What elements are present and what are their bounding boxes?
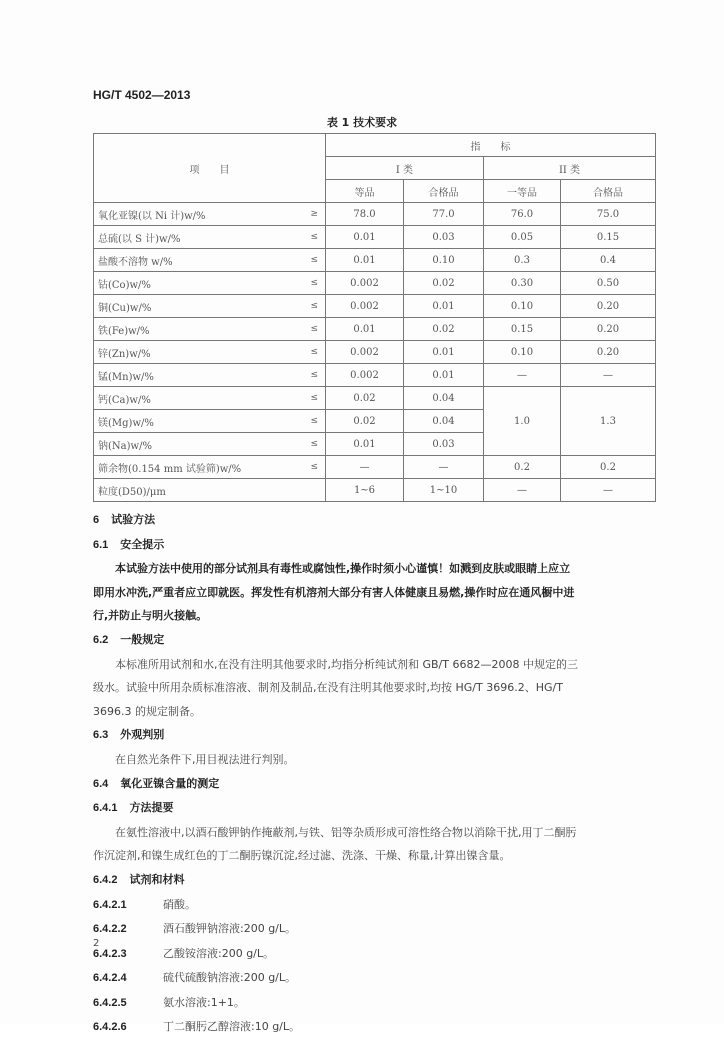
- table-row: [94, 456, 656, 479]
- value-cell: 77.0: [404, 203, 484, 226]
- value-cell: 0.15: [561, 226, 656, 249]
- header-grade: 合格品: [561, 180, 656, 203]
- value-cell: 0.3: [484, 249, 561, 272]
- value-cell: 0.20: [561, 295, 656, 318]
- standard-code: HG/T 4502—2013: [93, 88, 191, 102]
- value-cell: 0.01: [326, 433, 404, 456]
- row-limit-symbol: ≤: [304, 364, 326, 387]
- row-limit-symbol: ≤: [304, 456, 326, 479]
- item-text: 硝酸。: [163, 897, 196, 911]
- section-heading: [93, 868, 653, 893]
- header-grade: 一等品: [484, 180, 561, 203]
- value-cell: 0.04: [404, 410, 484, 433]
- table-row: [94, 318, 656, 341]
- value-cell: 0.15: [484, 318, 561, 341]
- row-limit-symbol: ≤: [304, 318, 326, 341]
- page-number: 2: [93, 938, 100, 949]
- row-limit-symbol: ≤: [304, 387, 326, 410]
- header-item: 项 目: [94, 134, 326, 203]
- section-heading: [93, 772, 653, 797]
- value-cell: 0.04: [404, 387, 484, 410]
- row-limit-symbol: ≤: [304, 272, 326, 295]
- reagent-item: [93, 893, 653, 918]
- section-number: 6.4: [93, 777, 109, 790]
- section-number: 6.4.2: [93, 873, 118, 886]
- section-heading: [93, 508, 653, 533]
- value-cell-merged: 1.0: [484, 387, 561, 456]
- technical-requirements-table: [93, 133, 656, 502]
- value-cell: 0.02: [404, 272, 484, 295]
- reagent-item: [93, 991, 653, 1016]
- value-cell: 0.002: [326, 364, 404, 387]
- value-cell: 0.20: [561, 318, 656, 341]
- value-cell: 0.002: [326, 341, 404, 364]
- value-cell: 0.2: [561, 456, 656, 479]
- table-row: [94, 203, 656, 226]
- row-item: 粒度(D50)/μm: [94, 479, 326, 502]
- section-body: [93, 508, 653, 1040]
- value-cell: —: [484, 364, 561, 387]
- item-number: 6.4.2.4: [93, 972, 127, 985]
- paragraph-line: 本标准所用试剂和水,在没有注明其他要求时,均指分析纯试剂和 GB/T 6682—2008 中规定的三: [115, 657, 578, 671]
- item-text: 乙酸铵溶液:200 g/L。: [163, 946, 275, 960]
- value-cell: 0.02: [326, 387, 404, 410]
- row-item: 锌(Zn)w/%: [94, 341, 304, 364]
- table-row: [94, 479, 656, 502]
- row-item: 钴(Co)w/%: [94, 272, 304, 295]
- row-item: 钠(Na)w/%: [94, 433, 304, 456]
- paragraph-line: 3696.3 的规定制备。: [93, 704, 201, 718]
- value-cell: 0.01: [326, 249, 404, 272]
- item-number: 6.4.2.6: [93, 1021, 127, 1034]
- row-limit-symbol: ≤: [304, 226, 326, 249]
- value-cell: 0.01: [404, 295, 484, 318]
- paragraph-line: 在自然光条件下,用目视法进行判别。: [115, 752, 295, 766]
- item-number: 6.4.2.2: [93, 923, 127, 936]
- item-text: 丁二酮肟乙醇溶液:10 g/L。: [163, 1020, 301, 1034]
- value-cell: 0.05: [484, 226, 561, 249]
- table-row: [94, 226, 656, 249]
- value-cell: 0.01: [326, 226, 404, 249]
- row-limit-symbol: ≤: [304, 295, 326, 318]
- value-cell: 0.002: [326, 295, 404, 318]
- table-row: [94, 295, 656, 318]
- table-row: [94, 387, 656, 410]
- value-cell: 78.0: [326, 203, 404, 226]
- section-number: 6.2: [93, 633, 109, 646]
- row-limit-symbol: ≤: [304, 410, 326, 433]
- section-heading: [93, 796, 653, 821]
- value-cell: 0.02: [326, 410, 404, 433]
- item-number: 6.4.2.5: [93, 996, 127, 1009]
- value-cell: 0.10: [404, 249, 484, 272]
- paragraph-line: 行,并防止与明火接触。: [93, 609, 208, 623]
- value-cell: —: [404, 456, 484, 479]
- paragraph-line: 本试验方法中使用的部分试剂具有毒性或腐蚀性,操作时须小心谨慎！如溅到皮肤或眼睛上应立: [115, 562, 571, 576]
- value-cell: 0.50: [561, 272, 656, 295]
- reagent-item: [93, 942, 653, 967]
- row-item: 筛余物(0.154 mm 试验筛)w/%: [94, 456, 304, 479]
- header-grade: 合格品: [404, 180, 484, 203]
- value-cell: 0.01: [404, 364, 484, 387]
- row-limit-symbol: ≤: [304, 341, 326, 364]
- value-cell: —: [561, 479, 656, 502]
- value-cell: 0.30: [484, 272, 561, 295]
- section-title: 试剂和材料: [129, 872, 185, 886]
- value-cell-merged: 1.3: [561, 387, 656, 456]
- value-cell: 0.03: [404, 433, 484, 456]
- paragraph-line: 在氨性溶液中,以酒石酸钾钠作掩蔽剂,与铁、铝等杂质形成可溶性络合物以消除干扰,用丁二酮肟: [115, 825, 577, 839]
- value-cell: 0.20: [561, 341, 656, 364]
- value-cell: 1~6: [326, 479, 404, 502]
- item-text: 硫代硫酸钠溶液:200 g/L。: [163, 971, 297, 985]
- header-grade: 等品: [326, 180, 404, 203]
- row-item: 钙(Ca)w/%: [94, 387, 304, 410]
- section-heading: [93, 628, 653, 653]
- reagent-item: [93, 1015, 653, 1040]
- row-limit-symbol: ≥: [304, 203, 326, 226]
- row-limit-symbol: ≤: [304, 433, 326, 456]
- table-row: [94, 249, 656, 272]
- section-title: 一般规定: [120, 632, 165, 646]
- section-title: 方法提要: [129, 801, 174, 815]
- value-cell: 0.10: [484, 341, 561, 364]
- paragraph-line: 级水。试验中所用杂质标准溶液、制剂及制品,在没有注明其他要求时,均按 HG/T 3696.2、HG/T: [93, 681, 563, 695]
- row-item: 锰(Mn)w/%: [94, 364, 304, 387]
- paragraph-line: 即用水冲洗,严重者应立即就医。挥发性有机溶剂大部分有害人体健康且易燃,操作时应在通风橱中进: [93, 585, 575, 599]
- table-row: [94, 364, 656, 387]
- section-number: 6.3: [93, 729, 109, 742]
- reagent-item: [93, 917, 653, 942]
- value-cell: —: [561, 364, 656, 387]
- section-heading: [93, 723, 653, 748]
- value-cell: 0.01: [404, 341, 484, 364]
- row-item: 盐酸不溶物 w/%: [94, 249, 304, 272]
- row-item: 铁(Fe)w/%: [94, 318, 304, 341]
- value-cell: 75.0: [561, 203, 656, 226]
- value-cell: 0.10: [484, 295, 561, 318]
- paragraph-line: 作沉淀剂,和镍生成红色的丁二酮肟镍沉淀,经过滤、洗涤、干燥、称量,计算出镍含量。: [93, 849, 511, 863]
- value-cell: 0.2: [484, 456, 561, 479]
- section-number: 6: [93, 514, 100, 526]
- value-cell: 1~10: [404, 479, 484, 502]
- row-limit-symbol: ≤: [304, 249, 326, 272]
- row-item: 氧化亚镍(以 Ni 计)w/%: [94, 203, 304, 226]
- header-index: 指 标: [326, 134, 656, 157]
- value-cell: 0.01: [326, 318, 404, 341]
- header-class-1: I 类: [326, 157, 484, 180]
- row-item: 铜(Cu)w/%: [94, 295, 304, 318]
- table-row: [94, 272, 656, 295]
- section-number: 6.4.1: [93, 802, 118, 815]
- value-cell: 0.03: [404, 226, 484, 249]
- section-title: 试验方法: [111, 513, 156, 526]
- section-title: 氧化亚镍含量的测定: [120, 776, 220, 790]
- value-cell: 0.002: [326, 272, 404, 295]
- row-item: 总硫(以 S 计)w/%: [94, 226, 304, 249]
- value-cell: —: [326, 456, 404, 479]
- item-text: 酒石酸钾钠溶液:200 g/L。: [163, 922, 297, 936]
- item-number: 6.4.2.3: [93, 947, 127, 960]
- value-cell: —: [484, 479, 561, 502]
- table-row: [94, 341, 656, 364]
- value-cell: 0.4: [561, 249, 656, 272]
- row-item: 镁(Mg)w/%: [94, 410, 304, 433]
- section-title: 外观判别: [120, 728, 165, 742]
- value-cell: 76.0: [484, 203, 561, 226]
- table-caption: 表 1 技术要求: [326, 116, 398, 129]
- item-text: 氨水溶液:1+1。: [163, 995, 245, 1009]
- section-title: 安全提示: [120, 537, 165, 551]
- header-class-2: II 类: [484, 157, 656, 180]
- value-cell: 0.02: [404, 318, 484, 341]
- section-heading: [93, 533, 653, 558]
- section-number: 6.1: [93, 538, 109, 551]
- reagent-item: [93, 966, 653, 991]
- item-number: 6.4.2.1: [93, 898, 127, 911]
